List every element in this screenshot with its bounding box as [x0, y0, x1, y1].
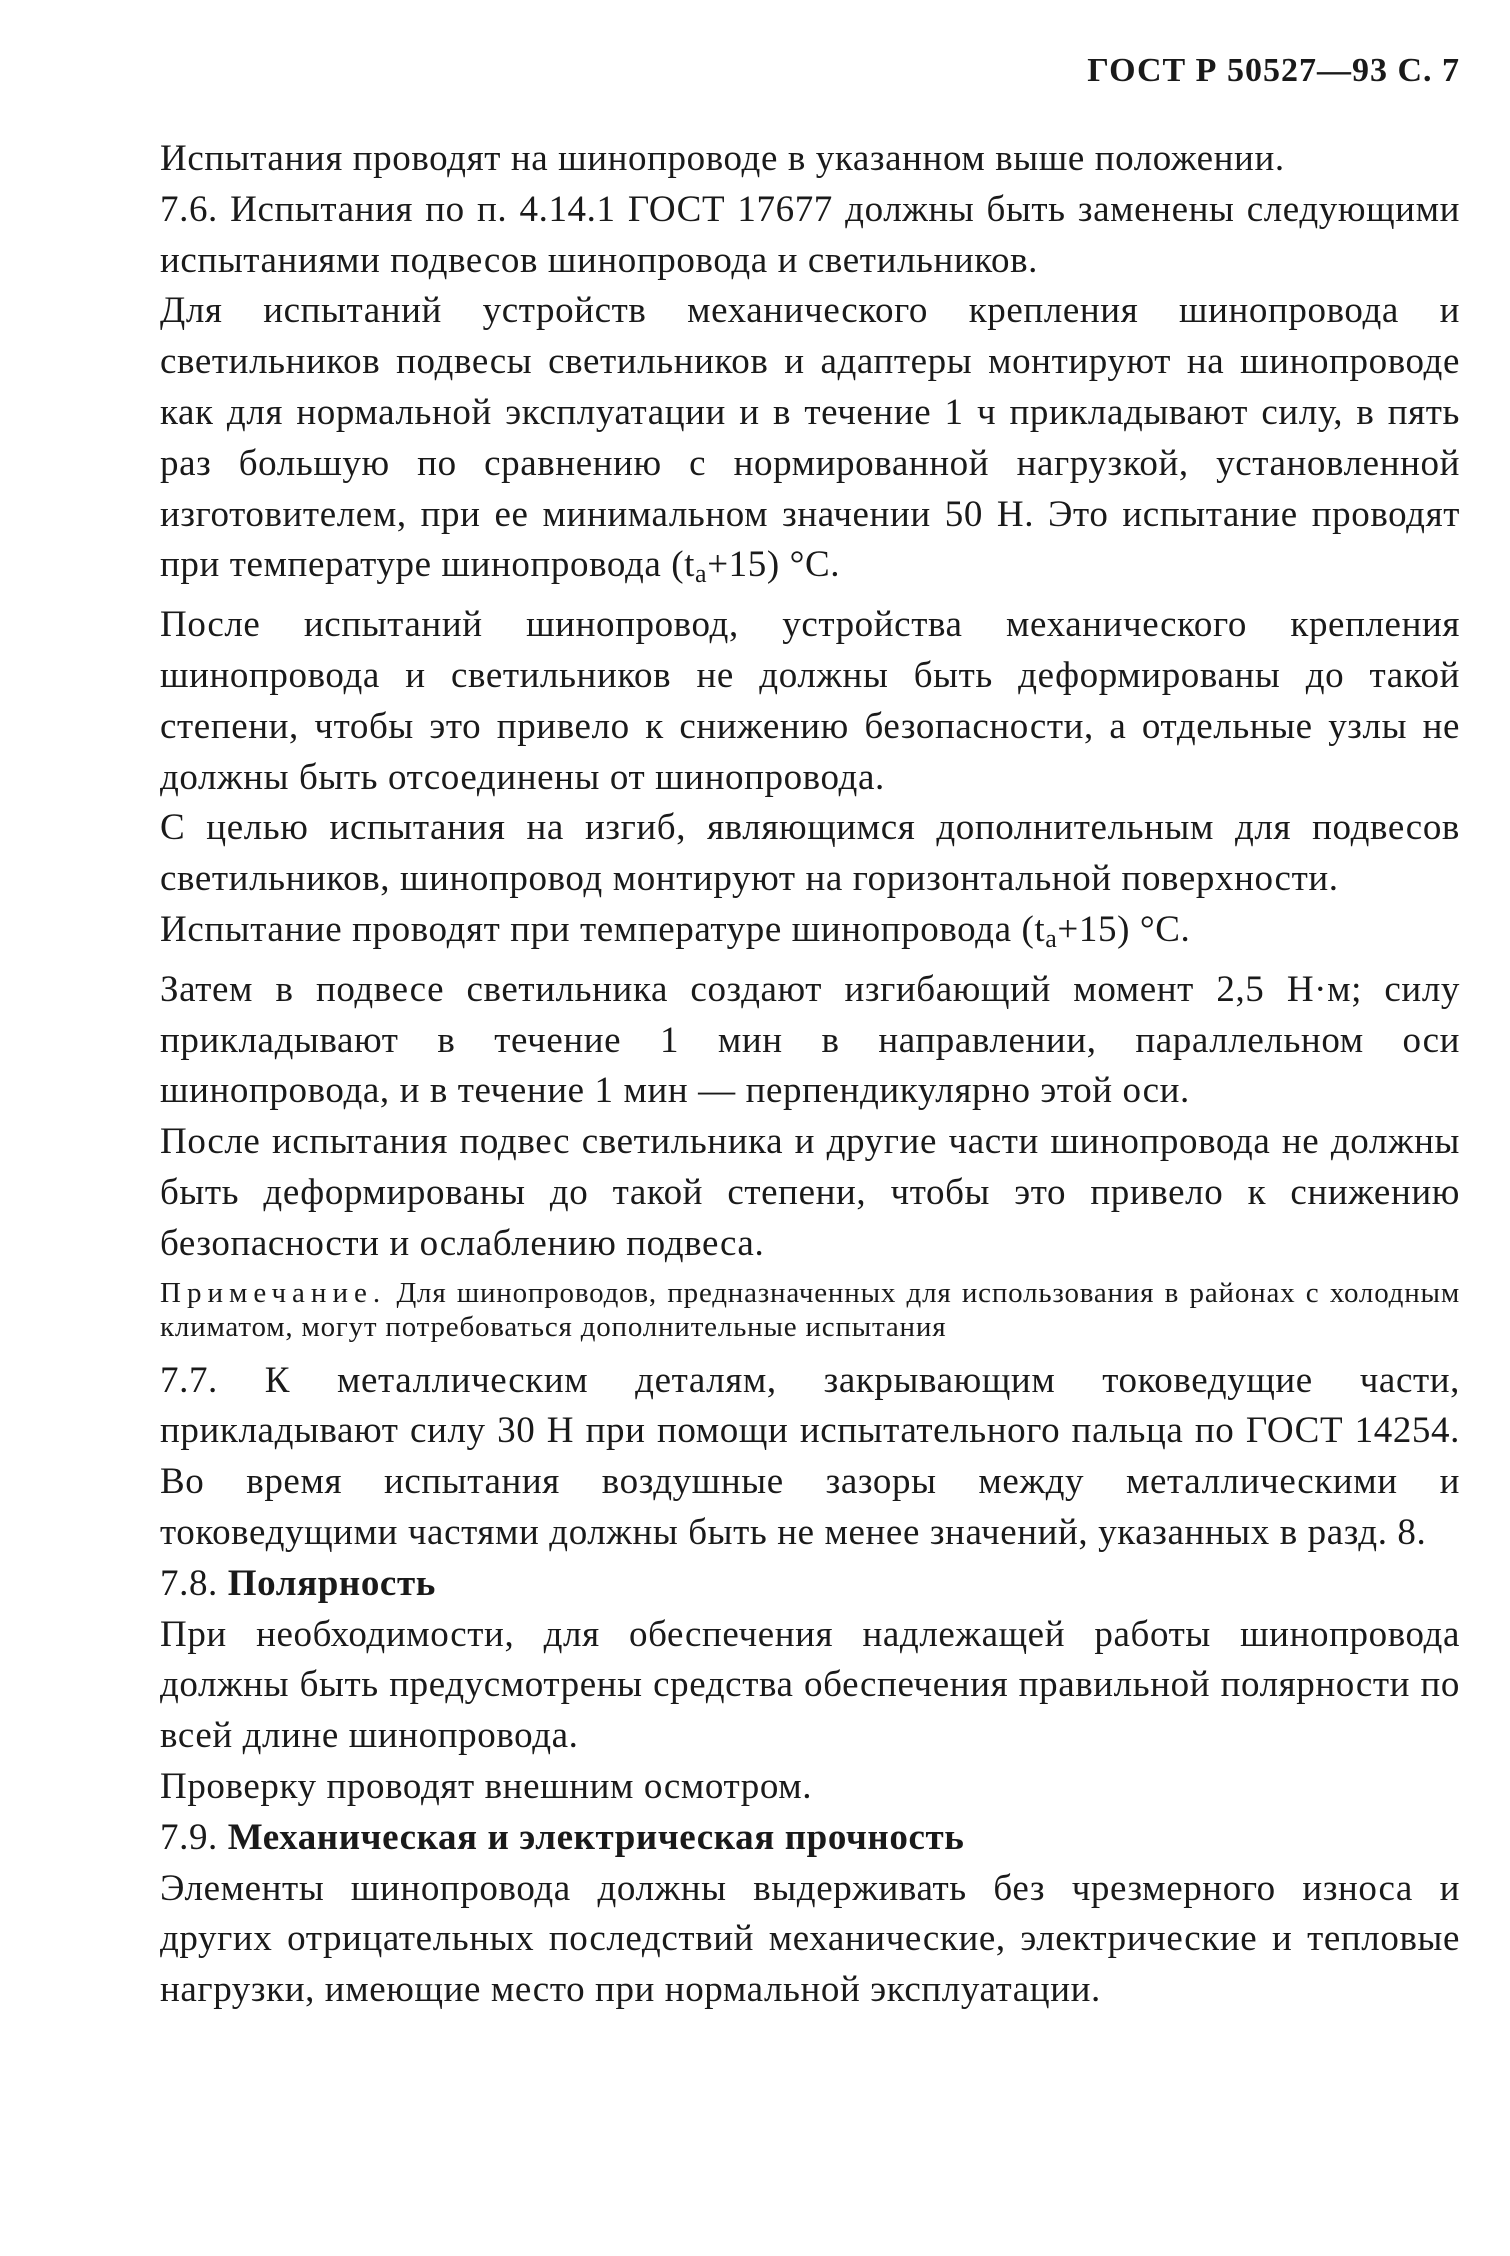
paragraph-after-bending: После испытания подвес светильника и другие части шинопровода не должны быть деформированы до такой степени, чтобы это привело к снижению безопасности и ослаблению подвеса.	[160, 1121, 1460, 1264]
page-header: ГОСТ Р 50527—93 С. 7	[1087, 52, 1460, 89]
temperature-subscript-2: a	[1045, 923, 1058, 953]
note-label: Примечание.	[160, 1276, 387, 1309]
paragraph-bending-moment: Затем в подвесе светильника создают изгибающий момент 2,5 Н·м; силу прикладывают в течение 1 мин в направлении, параллельном оси шинопровода, и в течение 1 мин — перпендикулярно этой оси.	[160, 968, 1460, 1112]
section-7-8-number: 7.8.	[160, 1562, 218, 1604]
paragraph-7-7: 7.7. К металлическим деталям, закрывающим токоведущие части, прикладывают силу 30 Н при помощи испытательного пальца по ГОСТ 14254. Во время испытания воздушные зазоры между металлическими и токоведущими частями должны быть не менее значений, указанных в разд. 8.	[160, 1359, 1460, 1553]
paragraph-test-temperature-text: Испытание проводят при температуре шинопровода (t	[160, 908, 1046, 950]
paragraph-7-6: 7.6. Испытания по п. 4.14.1 ГОСТ 17677 должны быть заменены следующими испытаниями подвесов шинопровода и светильников.	[160, 188, 1460, 281]
note	[160, 1276, 1460, 1344]
paragraph-mounting-test-text: Для испытаний устройств механического крепления шинопровода и светильников подвесы светильников и адаптеры монтируют на шинопроводе как для нормальной эксплуатации и в течение 1 ч прикладывают силу, в пять раз большую по сравнению с нормированной нагрузкой, установленной изготовителем, при ее минимальном значении 50 Н. Это испытание проводят при температуре шинопровода (t	[160, 290, 1460, 586]
section-7-9-number: 7.9.	[160, 1816, 218, 1858]
paragraph-inspection: Проверку проводят внешним осмотром.	[160, 1765, 813, 1807]
section-7-8-heading	[160, 1559, 1460, 1610]
section-7-8-title: Полярность	[227, 1562, 436, 1604]
paragraph-test-temperature-end: +15) °С.	[1057, 908, 1191, 950]
paragraph-1: Испытания проводят на шинопроводе в указанном выше положении.	[160, 138, 1285, 179]
section-7-9-heading	[160, 1813, 1460, 1864]
paragraph-after-test: После испытаний шинопровод, устройства механического крепления шинопровода и светильников не должны быть деформированы до такой степени, чтобы это привело к снижению безопасности, а отдельные узлы не должны быть отсоединены от шинопровода.	[160, 604, 1460, 798]
temperature-subscript: a	[695, 559, 708, 589]
paragraph-mounting-test	[160, 286, 1460, 600]
note-text: Для шинопроводов, предназначенных для использования в районах с холодным климатом, могут потребоваться дополнительные испытания	[160, 1276, 1460, 1343]
paragraph-polarity: При необходимости, для обеспечения надлежащей работы шинопровода должны быть предусмотрены средства обеспечения правильной полярности по всей длине шинопровода.	[160, 1613, 1460, 1757]
paragraph-mounting-test-end: +15) °С.	[707, 544, 841, 586]
section-7-9-title: Механическая и электрическая прочность	[227, 1816, 965, 1858]
document-page	[160, 52, 1460, 2016]
paragraph-test-temperature	[160, 905, 1460, 965]
paragraph-bending-test: С целью испытания на изгиб, являющимся дополнительным для подвесов светильников, шинопровод монтируют на горизонтальной поверхности.	[160, 807, 1460, 900]
paragraph-strength: Элементы шинопровода должны выдерживать без чрезмерного износа и других отрицательных последствий механические, электрические и тепловые нагрузки, имеющие место при нормальной эксплуатации.	[160, 1867, 1460, 2011]
